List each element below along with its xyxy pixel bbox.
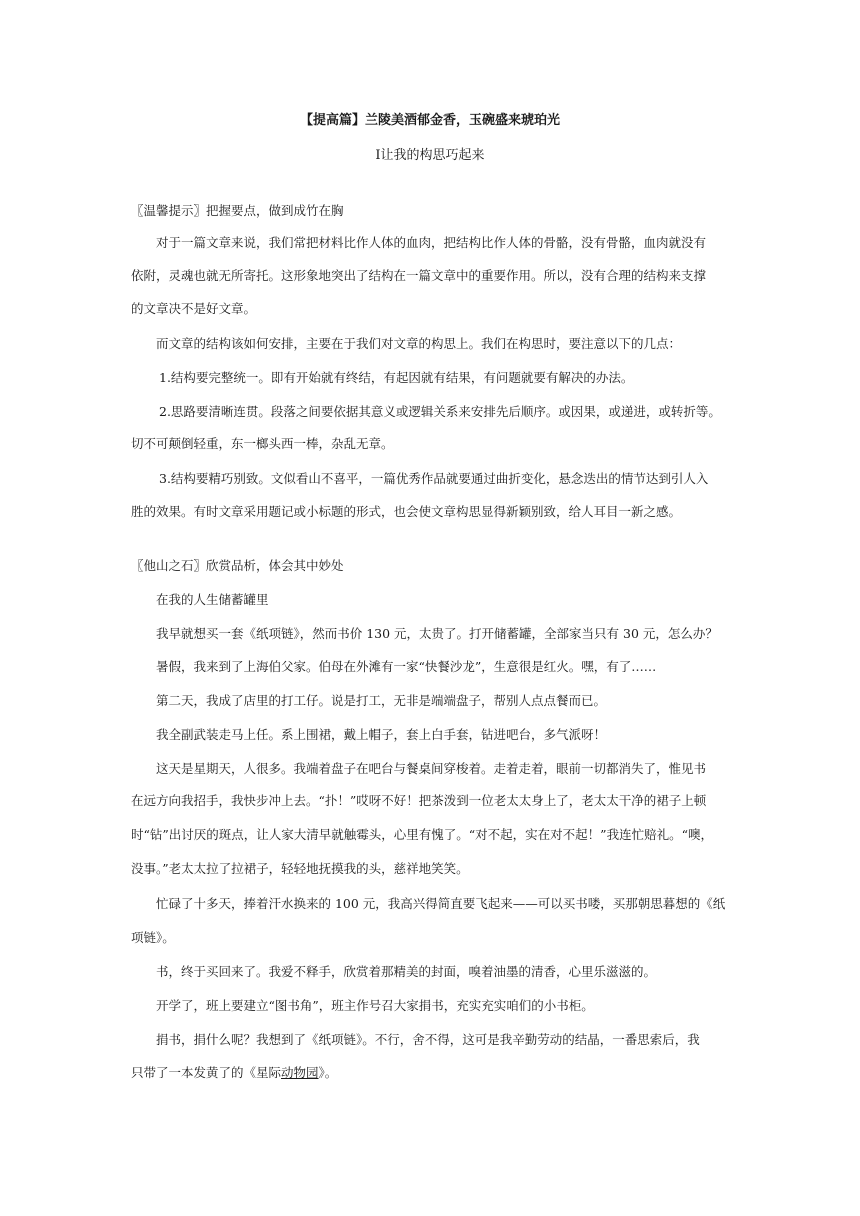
paragraph-line: 项链》。	[131, 930, 175, 945]
paragraph-line: 第二天，我成了店里的打工仔。说是打工，无非是端端盘子，帮别人点点餐而已。	[156, 693, 607, 708]
paragraph-line: 没事。”老太太拉了拉裙子，轻轻地抚摸我的头，慈祥地笑笑。	[131, 861, 469, 876]
paragraph-line: 在远方向我招手，我快步冲上去。“扑！”哎呀不好！把茶泼到一位老太太身上了，老太太干净的裙子上顿	[131, 793, 707, 808]
paragraph-line: 书，终于买回来了。我爱不释手，欣赏着那精美的封面，嗅着油墨的清香，心里乐滋滋的。	[156, 964, 657, 979]
paragraph-line: 的文章决不是好文章。	[131, 301, 257, 316]
paragraph-line: 依附，灵魂也就无所寄托。这形象地突出了结构在一篇文章中的重要作用。所以，没有合理的结构来支撑	[131, 268, 707, 283]
paragraph-line: 切不可颠倒轻重，东一榔头西一棒，杂乱无章。	[131, 436, 394, 451]
page-title: 【提高篇】兰陵美酒郁金香，玉碗盛来琥珀光	[299, 113, 560, 128]
section-heading-examples: 〖他山之石〗欣赏品析，体会其中妙处	[131, 558, 344, 573]
paragraph-line: 忙碌了十多天，捧着汗水换来的 100 元，我高兴得简直要飞起来——可以买书喽，买那朝思暮想的《纸	[156, 896, 726, 911]
paragraph-line: 我全副武装走马上任。系上围裙，戴上帽子，套上白手套，钻进吧台，多气派呀！	[156, 727, 607, 742]
paragraph-line: 开学了，班上要建立“图书角”，班主作号召大家捐书，充实充实咱们的小书柜。	[156, 998, 594, 1013]
paragraph-line: 这天是星期天，人很多。我端着盘子在吧台与餐桌间穿梭着。走着走着，眼前一切都消失了，惟见书	[156, 761, 707, 776]
list-item-2: 2.思路要清晰连贯。段落之间要依据其意义或逻辑关系来安排先后顺序。或因果，或递进，或转折等。	[159, 404, 721, 419]
paragraph-line: 而文章的结构该如何安排，主要在于我们对文章的构思上。我们在构思时，要注意以下的几点：	[156, 336, 682, 351]
page-subtitle: Ⅰ让我的构思巧起来	[375, 148, 485, 163]
paragraph-line: 胜的效果。有时文章采用题记或小标题的形式，也会使文章构思显得新颖别致，给人耳目一新之感。	[131, 504, 682, 519]
paragraph-line: 暑假，我来到了上海伯父家。伯母在外滩有一家“快餐沙龙”，生意很是红火。嘿，有了……	[156, 659, 657, 674]
essay-title: 在我的人生储蓄罐里	[156, 592, 269, 607]
list-item-1: 1.结构要完整统一。即有开始就有终结，有起因就有结果，有问题就要有解决的办法。	[159, 370, 634, 385]
paragraph-line: 我早就想买一套《纸项链》，然而书价 130 元，太贵了。打开储蓄罐，全部家当只有 30 元，怎么办？	[156, 626, 718, 641]
paragraph-line: 时“钻”出讨厌的斑点，让人家大清早就触霉头，心里有愧了。“对不起，实在对不起！”我连忙赔礼。“噢，	[131, 827, 713, 842]
underlined-word: 动物园	[281, 1065, 319, 1080]
paragraph-line-last	[131, 1063, 731, 1083]
text-segment: 》。	[318, 1065, 338, 1080]
paragraph-line: 捐书，捐什么呢？我想到了《纸项链》。不行，舍不得，这可是我辛勤劳动的结晶，一番思索后，我	[156, 1032, 700, 1047]
list-item-3: 3.结构要精巧别致。文似看山不喜平，一篇优秀作品就要通过曲折变化，悬念迭出的情节达到引人入	[159, 471, 709, 486]
text-segment: 只带了一本发黄了的《星际	[131, 1065, 282, 1080]
paragraph-line: 对于一篇文章来说，我们常把材料比作人体的血肉，把结构比作人体的骨骼，没有骨骼，血肉就没有	[156, 235, 707, 250]
section-heading-tips: 〖温馨提示〗把握要点，做到成竹在胸	[131, 203, 344, 218]
